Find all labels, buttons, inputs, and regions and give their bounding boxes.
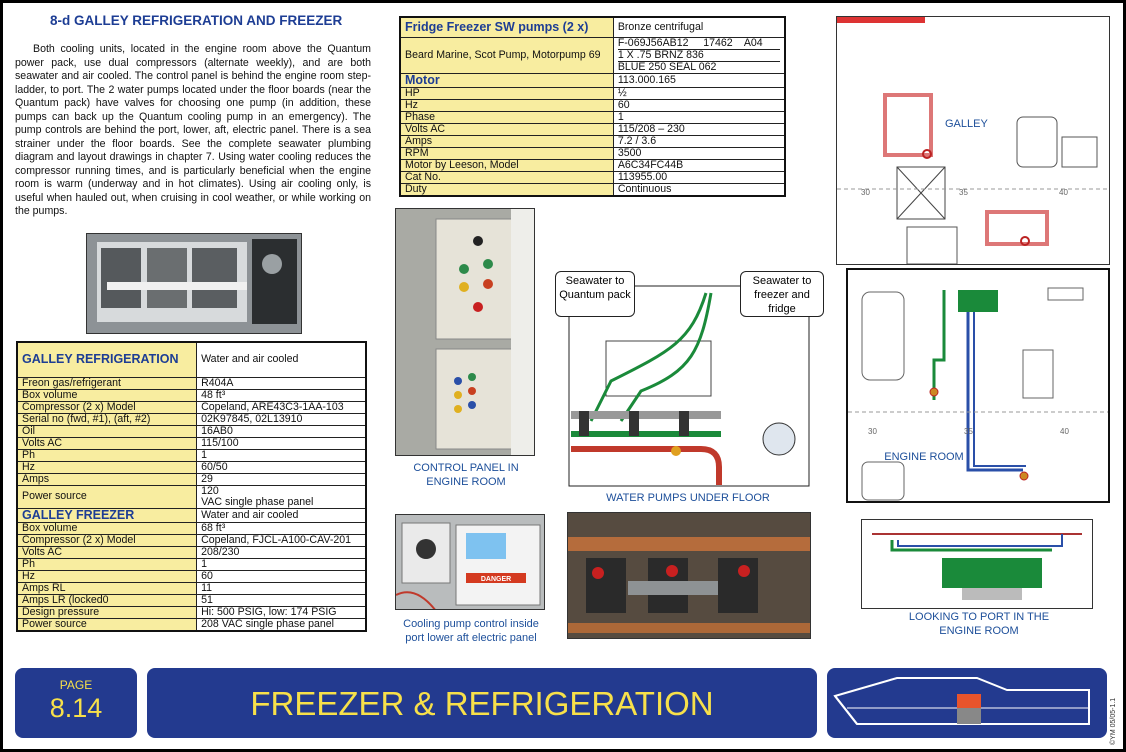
table-row: Amps LR (locked0 51 xyxy=(17,594,366,606)
frame-40-label: 40 xyxy=(1060,427,1069,436)
cooling-pump-photo xyxy=(395,514,545,610)
table-row: Ph 1 xyxy=(17,558,366,570)
table-row xyxy=(17,508,366,522)
cooling-pump-drawing xyxy=(396,515,545,610)
table-row: Hz 60 xyxy=(17,570,366,582)
table-row: Compressor (2 x) Model Copeland, ARE43C3-1AA-103 xyxy=(17,401,366,413)
table-row: Ph 1 xyxy=(17,449,366,461)
section-heading: 8-d GALLEY REFRIGERATION AND FREEZER xyxy=(50,13,343,28)
refrigeration-header-label: GALLEY REFRIGERATION xyxy=(17,342,197,377)
looking-port-plan xyxy=(862,520,1092,608)
frame-40-label: 40 xyxy=(1059,188,1068,197)
table-row: HP ½ xyxy=(400,87,785,99)
refrigeration-header-value: Water and air cooled xyxy=(197,342,366,377)
looking-port-caption: LOOKING TO PORT IN THE ENGINE ROOM xyxy=(908,611,1050,637)
table-row: Design pressure Hi: 500 PSIG, low: 174 PSIG xyxy=(17,606,366,618)
credit-text: ©YM 05/05-1.1 xyxy=(1110,697,1117,745)
cooling-units-photo xyxy=(86,233,302,334)
table-row: Box volume 48 ft³ xyxy=(17,389,366,401)
galley-drawing xyxy=(836,16,1110,265)
frame-35-label: 35 xyxy=(964,427,973,436)
table-row: Cat No. 113955.00 xyxy=(400,171,785,183)
page-number: 8.14 xyxy=(49,693,103,723)
boat-icon xyxy=(827,668,1107,738)
cooling-units-drawing xyxy=(87,234,302,334)
table-row: Compressor (2 x) Model Copeland, FJCL-A100-CAV-201 xyxy=(17,534,366,546)
table-row: Hz 60 xyxy=(400,99,785,111)
table-row: Volts AC 208/230 xyxy=(17,546,366,558)
table-row: Phase 1 xyxy=(400,111,785,123)
callout-seawater-freezer: Seawater to freezer and fridge xyxy=(740,271,824,317)
intro-paragraph: Both cooling units, located in the engine room above the Quantum power pack, use dual compressors (alternate weekly), and are both seawater and air cooled. The control panel is behind the engine room step-ladder, to port. The 2 water pumps located under the floor boards (near the Quantum pack) have valves for choosing one pump (in addition, these pumps can back up the Quantum cooling pump in an emergency). The pump controls are behind the port, lower, aft, electric panel. There is a sea strainer under the floor boards. See the complete seawater plumbing diagram and layout drawings in chapter 7. Using water cooling reduces the compressor running times, and is particularly beneficial when the engine room is warm (underway and in hot climates). Using air cooling only, is useful when hauled out, when cruising in cool weather, or while working on the pumps. xyxy=(15,43,371,217)
looking-port-drawing xyxy=(861,519,1093,609)
danger-label: DANGER xyxy=(480,576,512,583)
frame-30-label: 30 xyxy=(868,427,877,436)
table-row: Amps 7.2 / 3.6 xyxy=(400,135,785,147)
manual-page xyxy=(3,3,1123,749)
freezer-header-value: Water and air cooled xyxy=(197,508,366,522)
boat-logo xyxy=(827,668,1107,738)
page-label: PAGE xyxy=(59,678,93,692)
table-row: Motor by Leeson, Model A6C34FC44B xyxy=(400,159,785,171)
motor-label: Motor xyxy=(400,73,613,87)
engine-room-plan xyxy=(848,270,1108,501)
table-row: Beard Marine, Scot Pump, Motorpump 69 F-069J56AB12 17462 A04 1 X .75 BRNZ 836 BLUE 250 SEAL 062 xyxy=(400,37,785,73)
refrigeration-table xyxy=(16,341,367,632)
page-title: FREEZER & REFRIGERATION xyxy=(147,668,817,738)
galley-label: GALLEY xyxy=(945,118,988,130)
table-row: Box volume 68 ft³ xyxy=(17,522,366,534)
table-row: Freon gas/refrigerant R404A xyxy=(17,377,366,389)
table-row: Serial no (fwd, #1), (aft, #2) 02K97845, 02L13910 xyxy=(17,413,366,425)
table-row: Power source 208 VAC single phase panel xyxy=(17,618,366,631)
cooling-pump-caption: Cooling pump control inside port lower aft electric panel xyxy=(403,618,539,644)
pumps-title: Fridge Freezer SW pumps (2 x) xyxy=(400,17,613,37)
pumps-underfloor-photo xyxy=(567,512,811,639)
frame-35-label: 35 xyxy=(959,188,968,197)
table-row: Motor 113.000.165 xyxy=(400,73,785,87)
water-pumps-caption: WATER PUMPS UNDER FLOOR xyxy=(606,492,770,504)
table-row: Volts AC 115/208 – 230 xyxy=(400,123,785,135)
frame-30-label: 30 xyxy=(861,188,870,197)
pumps-title-value: Bronze centrifugal xyxy=(613,17,785,37)
pumps-underfloor-drawing xyxy=(568,513,811,639)
table-row: Power source 120 VAC single phase panel xyxy=(17,485,366,508)
table-row: Amps RL 11 xyxy=(17,582,366,594)
table-row: Amps 29 xyxy=(17,473,366,485)
callout-seawater-quantum: Seawater to Quantum pack xyxy=(555,271,635,317)
engine-room-label: ENGINE ROOM xyxy=(884,451,964,463)
pumps-table xyxy=(399,16,786,197)
page-number-box xyxy=(15,668,137,738)
table-row: Volts AC 115/100 xyxy=(17,437,366,449)
table-row: Hz 60/50 xyxy=(17,461,366,473)
table-row: Oil 16AB0 xyxy=(17,425,366,437)
freezer-header-label: GALLEY FREEZER xyxy=(17,508,197,522)
table-row xyxy=(17,342,366,377)
galley-plan xyxy=(837,17,1109,264)
engine-room-drawing xyxy=(846,268,1110,503)
table-row: Duty Continuous xyxy=(400,183,785,196)
table-row: RPM 3500 xyxy=(400,147,785,159)
pumps-maker: Beard Marine, Scot Pump, Motorpump 69 xyxy=(400,37,613,73)
control-panel-caption: CONTROL PANEL IN ENGINE ROOM xyxy=(413,462,519,488)
control-panel-drawing xyxy=(396,209,535,456)
control-panel-photo xyxy=(395,208,535,456)
table-row xyxy=(400,17,785,37)
